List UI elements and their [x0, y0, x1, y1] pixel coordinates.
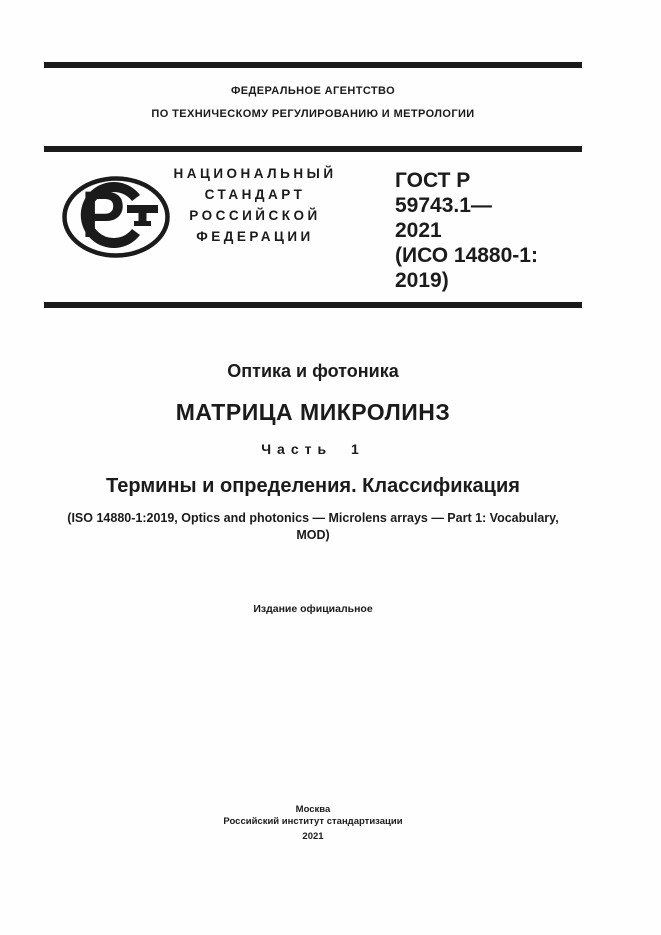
imprint: [44, 804, 582, 843]
title-subject: Оптика и фотоника: [227, 361, 399, 381]
designation-line: (ИСО 14880-1:: [395, 244, 538, 267]
imprint-year: 2021: [302, 831, 324, 842]
imprint-publisher: Российский институт стандартизации: [223, 816, 403, 827]
rst-letter-p: Р: [81, 177, 126, 251]
rst-letter-t: [127, 205, 158, 226]
imprint-city: Москва: [295, 804, 331, 815]
standard-type-line: НАЦИОНАЛЬНЫЙ: [173, 166, 337, 181]
iso-reference-line2: MOD): [296, 528, 330, 542]
rst-logo-icon: [62, 176, 170, 258]
standard-header: [44, 152, 582, 302]
designation-line: ГОСТ Р: [395, 169, 471, 192]
edition-note: Издание официальное: [253, 603, 373, 615]
standard-type-line: РОССИЙСКОЙ: [189, 208, 321, 223]
standard-type-block: [170, 163, 340, 247]
top-rule: [44, 62, 582, 68]
title-main: МАТРИЦА МИКРОЛИНЗ: [175, 399, 451, 425]
standard-type-line: ФЕДЕРАЦИИ: [196, 229, 314, 244]
title-part: Часть 1: [261, 441, 365, 457]
iso-reference-line1: (ISO 14880-1:2019, Optics and photonics — Microlens arrays — Part 1: Vocabulary,: [67, 511, 559, 525]
standard-type-line: СТАНДАРТ: [204, 187, 306, 202]
designation-line: 59743.1—: [395, 194, 492, 217]
agency-name-line2: ПО ТЕХНИЧЕСКОМУ РЕГУЛИРОВАНИЮ И МЕТРОЛОГИИ: [151, 108, 475, 120]
iso-reference: [44, 510, 582, 544]
designation-line: 2021: [395, 219, 442, 242]
header-bottom-rule: [44, 302, 582, 308]
designation-line: 2019): [395, 269, 449, 292]
agency-name-line1: ФЕДЕРАЛЬНОЕ АГЕНТСТВО: [230, 85, 396, 97]
title-subtitle: Термины и определения. Классификация: [106, 475, 520, 497]
page-content: [44, 0, 582, 843]
rst-certification-logo: [62, 176, 170, 258]
standard-designation: [395, 168, 538, 293]
